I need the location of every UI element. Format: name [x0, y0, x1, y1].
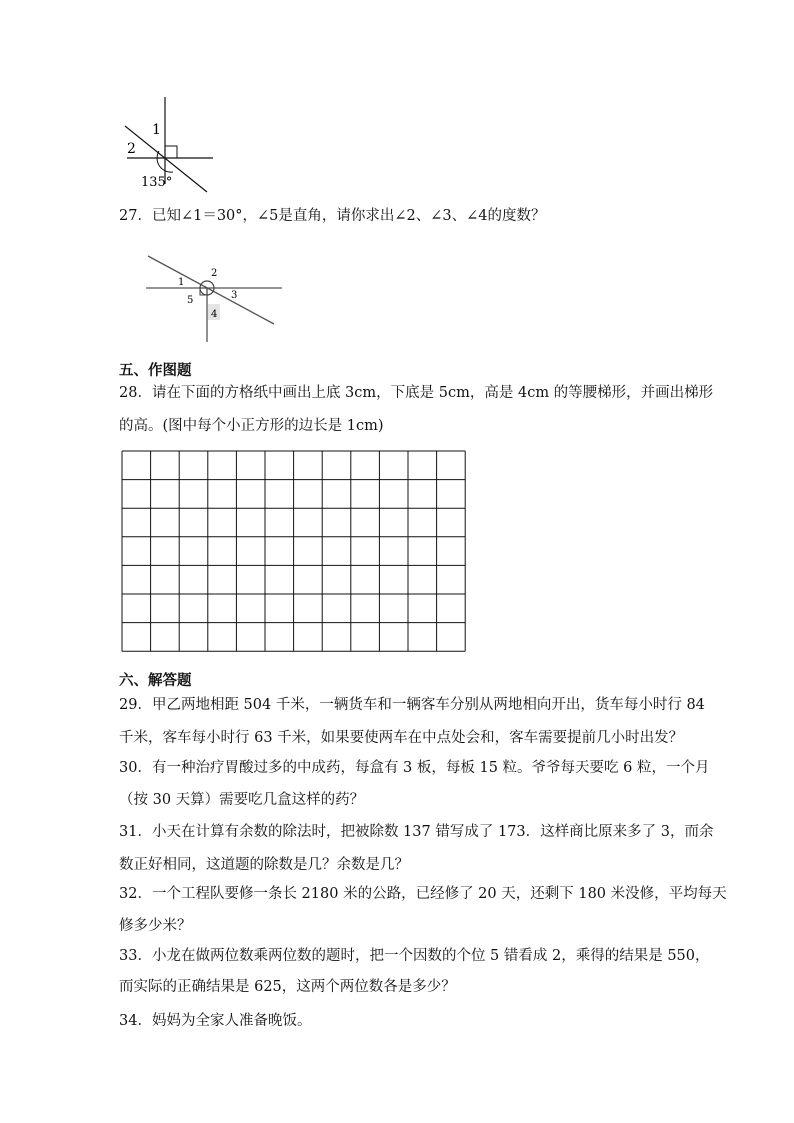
- angle-label-2: 2: [127, 141, 136, 157]
- question-31-line-1: 31．小天在计算有余数的除法时，把被除数 137 错写成了 173．这样商比原来多了 3，而余: [119, 824, 714, 840]
- section-5-title: 五、作图题: [119, 363, 192, 379]
- question-34: 34．妈妈为全家人准备晚饭。: [119, 1013, 312, 1029]
- question-30-line-2: （按 30 天算）需要吃几盒这样的药？: [119, 792, 365, 808]
- figure-angles-1-5: [140, 250, 290, 345]
- question-31-line-2: 数正好相同，这道题的除数是几？余数是几？: [119, 857, 409, 873]
- figure-angle-135: [115, 92, 225, 197]
- angle-label-3: 3: [231, 290, 238, 301]
- question-33-line-2: 而实际的正确结果是 625，这两个两位数各是多少？: [119, 979, 456, 995]
- section-6-title: 六、解答题: [119, 673, 192, 689]
- question-29-line-2: 千米，客车每小时行 63 千米，如果要使两车在中点处会和，客车需要提前几小时出发？: [119, 730, 684, 746]
- question-33-line-1: 33．小龙在做两位数乘两位数的题时，把一个因数的个位 5 错看成 2，乘得的结果是 550，: [119, 948, 710, 964]
- angle-label-5: 5: [187, 295, 194, 306]
- angle-label-4: 4: [211, 309, 218, 320]
- angle-label-1: 1: [178, 277, 185, 288]
- question-28-line-1: 28．请在下面的方格纸中画出上底 3cm，下底是 5cm，高是 4cm 的等腰梯形，并画出梯形: [119, 385, 714, 401]
- angle-label-1: 1: [152, 122, 161, 138]
- question-27: 27．已知∠1＝30°，∠5是直角，请你求出∠2、∠3、∠4的度数？: [119, 208, 546, 224]
- question-30-line-1: 30．有一种治疗胃酸过多的中成药，每盒有 3 板，每板 15 粒。爷爷每天要吃 6 粒，一个月: [119, 760, 710, 776]
- angle-label-2: 2: [211, 268, 218, 279]
- angle-label-135: 135°: [141, 175, 173, 190]
- question-29-line-1: 29．甲乙两地相距 504 千米，一辆货车和一辆客车分别从两地相向开出，货车每小时行 84: [119, 697, 705, 713]
- grid-paper[interactable]: [121, 450, 467, 656]
- right-angle-mark: [165, 146, 177, 158]
- question-32-line-2: 修多少米？: [119, 918, 192, 934]
- question-28-line-2: 的高。(图中每个小正方形的边长是 1cm): [119, 418, 384, 434]
- question-32-line-1: 32．一个工程队要修一条长 2180 米的公路，已经修了 20 天，还剩下 180 米没修，平均每天: [119, 886, 727, 902]
